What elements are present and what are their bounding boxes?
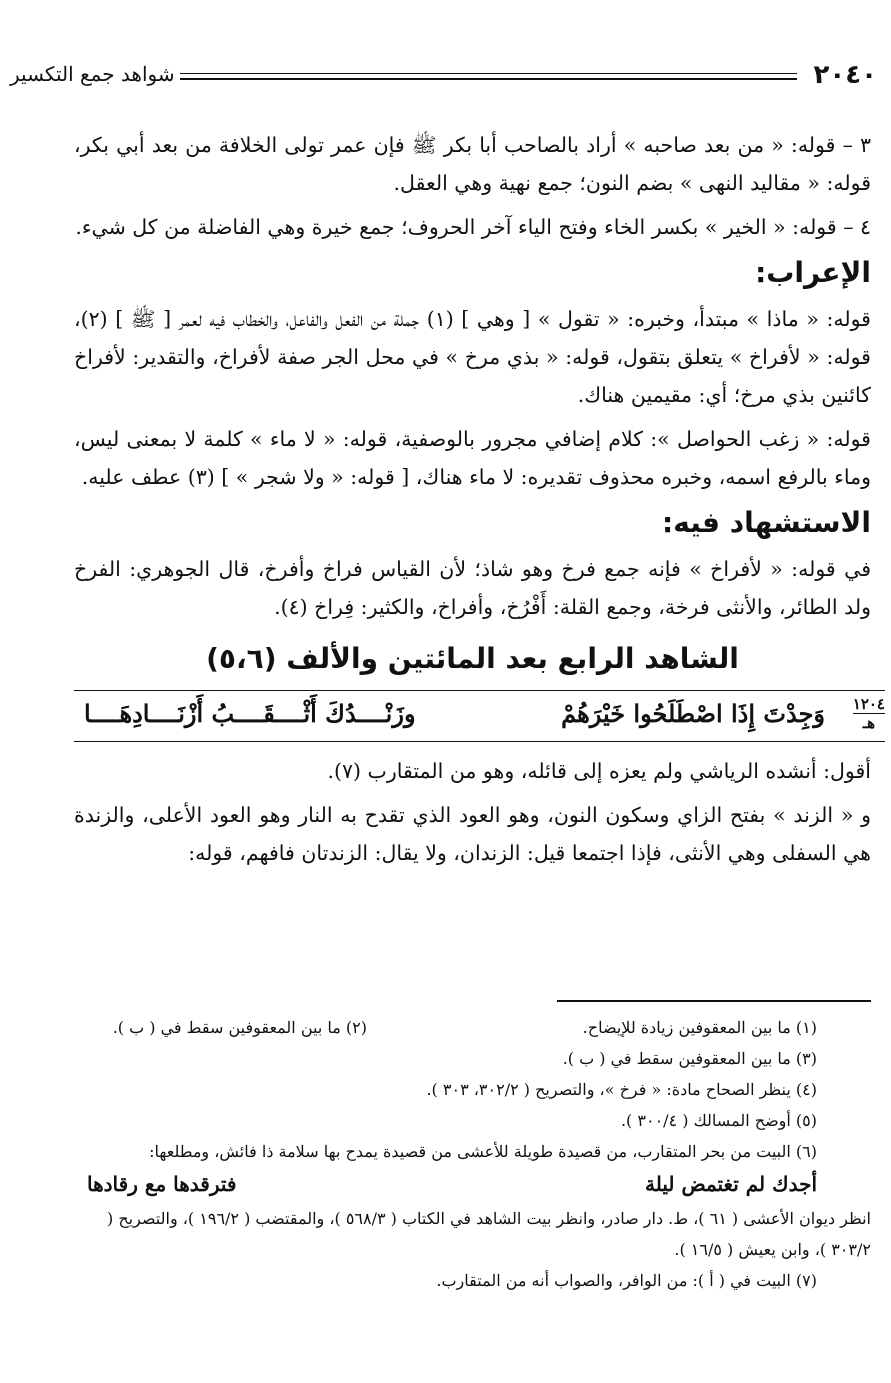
footnote-4: (٤) ينظر الصحاح مادة: « فرخ »، والتصريح ( ٣٠٢/٢، ٣٠٣ ).: [426, 1080, 817, 1099]
footnote-separator: [557, 1000, 871, 1002]
heading-irab: الإعراب:: [755, 256, 871, 289]
footnote-6-references: انظر ديوان الأعشى ( ٦١ )، ط. دار صادر، وانظر بيت الشاهد في الكتاب ( ٥٦٨/٣ )، والمقتضب ( ١٩٦/٢ )، والتصريح ( ٣٠٣/٢ )، وابن يعيش ( ١٦/٥ ).: [106, 1209, 871, 1259]
footnote-2: (٢) ما بين المعقوفين سقط في ( ب ).: [112, 1018, 367, 1037]
footnotes: [77, 1012, 871, 1296]
paragraph-note-4: ٤ – قوله: « الخير » بكسر الخاء وفتح الياء آخر الحروف؛ جمع خيرة وهي الفاضلة من كل شيء.: [75, 215, 871, 239]
verse-number-value: ١٢٠٤: [852, 695, 885, 713]
footnote-6-verse-first: أجدك لم تغتمض ليلة: [645, 1172, 817, 1196]
running-title: شواهد جمع التكسير: [10, 62, 175, 86]
page-number: ٢٠٤٠: [813, 60, 877, 90]
heading-istishhad: الاستشهاد فيه:: [662, 506, 871, 539]
verse-first-hemistich: وَجِدْتَ إِذَا اصْطَلَحُوا خَيْرَهُمْ: [561, 699, 825, 728]
paragraph-note-3: ٣ – قوله: « من بعد صاحبه » أراد بالصاحب أبا بكر ﷺ فإن عمر تولى الخلافة من بعد أبي بكر، قوله: « مقاليد النهى » بضم النون؛ جمع نهية وهي العقل.: [74, 133, 871, 195]
header-rule: [180, 73, 797, 80]
main-text: [74, 126, 885, 878]
paragraph-zand: و « الزند » بفتح الزاي وسكون النون، وهو العود الذي تقدح به النار وهو العود الأعلى، والزندة هي السفلى وهي الأنثى، فإذا اجتمعا قيل: الزندان، ولا يقال: الزندتان فافهم، قوله:: [74, 803, 871, 865]
footnote-6-verse: [87, 1167, 817, 1203]
paragraph-irab-2: قوله: « زغب الحواصل »: كلام إضافي مجرور بالوصفية، قوله: « لا ماء » كلمة لا بمعنى ليس، وماء بالرفع اسمه، وخبره محذوف تقديره: لا ماء هناك، [ قوله: « ولا شجر » ] (٣) عطف عليه.: [74, 427, 871, 489]
footnote-6: (٦) البيت من بحر المتقارب، من قصيدة طويلة للأعشى من قصيدة يمدح بها سلامة ذا فائش، ومطلعها:: [149, 1142, 817, 1161]
footnote-5: (٥) أوضح المسالك ( ٣٠٠/٤ ).: [620, 1111, 817, 1130]
paragraph-aqul: أقول: أنشده الرياشي ولم يعزه إلى قائله، وهو من المتقارب (٧).: [327, 759, 871, 783]
verse-box: [74, 690, 885, 742]
heading-shahid: الشاهد الرابع بعد المائتين والألف (٥،٦): [206, 642, 739, 675]
footnote-7: (٧) البيت في ( أ ): من الوافر، والصواب أنه من المتقارب.: [436, 1271, 817, 1290]
footnote-3: (٣) ما بين المعقوفين سقط في ( ب ).: [562, 1049, 817, 1068]
paragraph-istishhad: في قوله: « لأفراخ » فإنه جمع فرخ وهو شاذ؛ لأن القياس فراخ وأفرخ، قال الجوهري: الفرخ ولد الطائر، والأنثى فرخة، وجمع القلة: أَفْرُخ، وأفراخ، والكثير: فِراخ (٤).: [74, 557, 871, 619]
paragraph-irab-1: قوله: « ماذا » مبتدأ، وخبره: « تقول » [ وهي ] (١) جملة من الفعل والفاعل، والخطاب فيه لعمر [ ﷺ ] (٢)، قوله: « لأفراخ » يتعلق بتقول، قوله: « بذي مرخ » في محل الجر صفة لأفراخ، والتقدير: لأفراخ كائنين بذي مرخ؛ أي: مقيمين هناك.: [74, 307, 871, 407]
verse-second-hemistich: وزَنْــــدُكَ أَثْــــقَــــبُ أَزْنَــــادِهَــــا: [84, 699, 416, 728]
verse-line: [74, 695, 885, 737]
footnote-1: (١) ما بين المعقوفين زيادة للإيضاح.: [582, 1018, 817, 1037]
page-header: [10, 60, 877, 94]
verse-number: [853, 695, 885, 732]
footnote-row: [77, 1012, 817, 1043]
verse-number-abbrev: هـ: [853, 713, 885, 732]
footnote-6-verse-second: فترقدها مع رقادها: [87, 1172, 237, 1196]
